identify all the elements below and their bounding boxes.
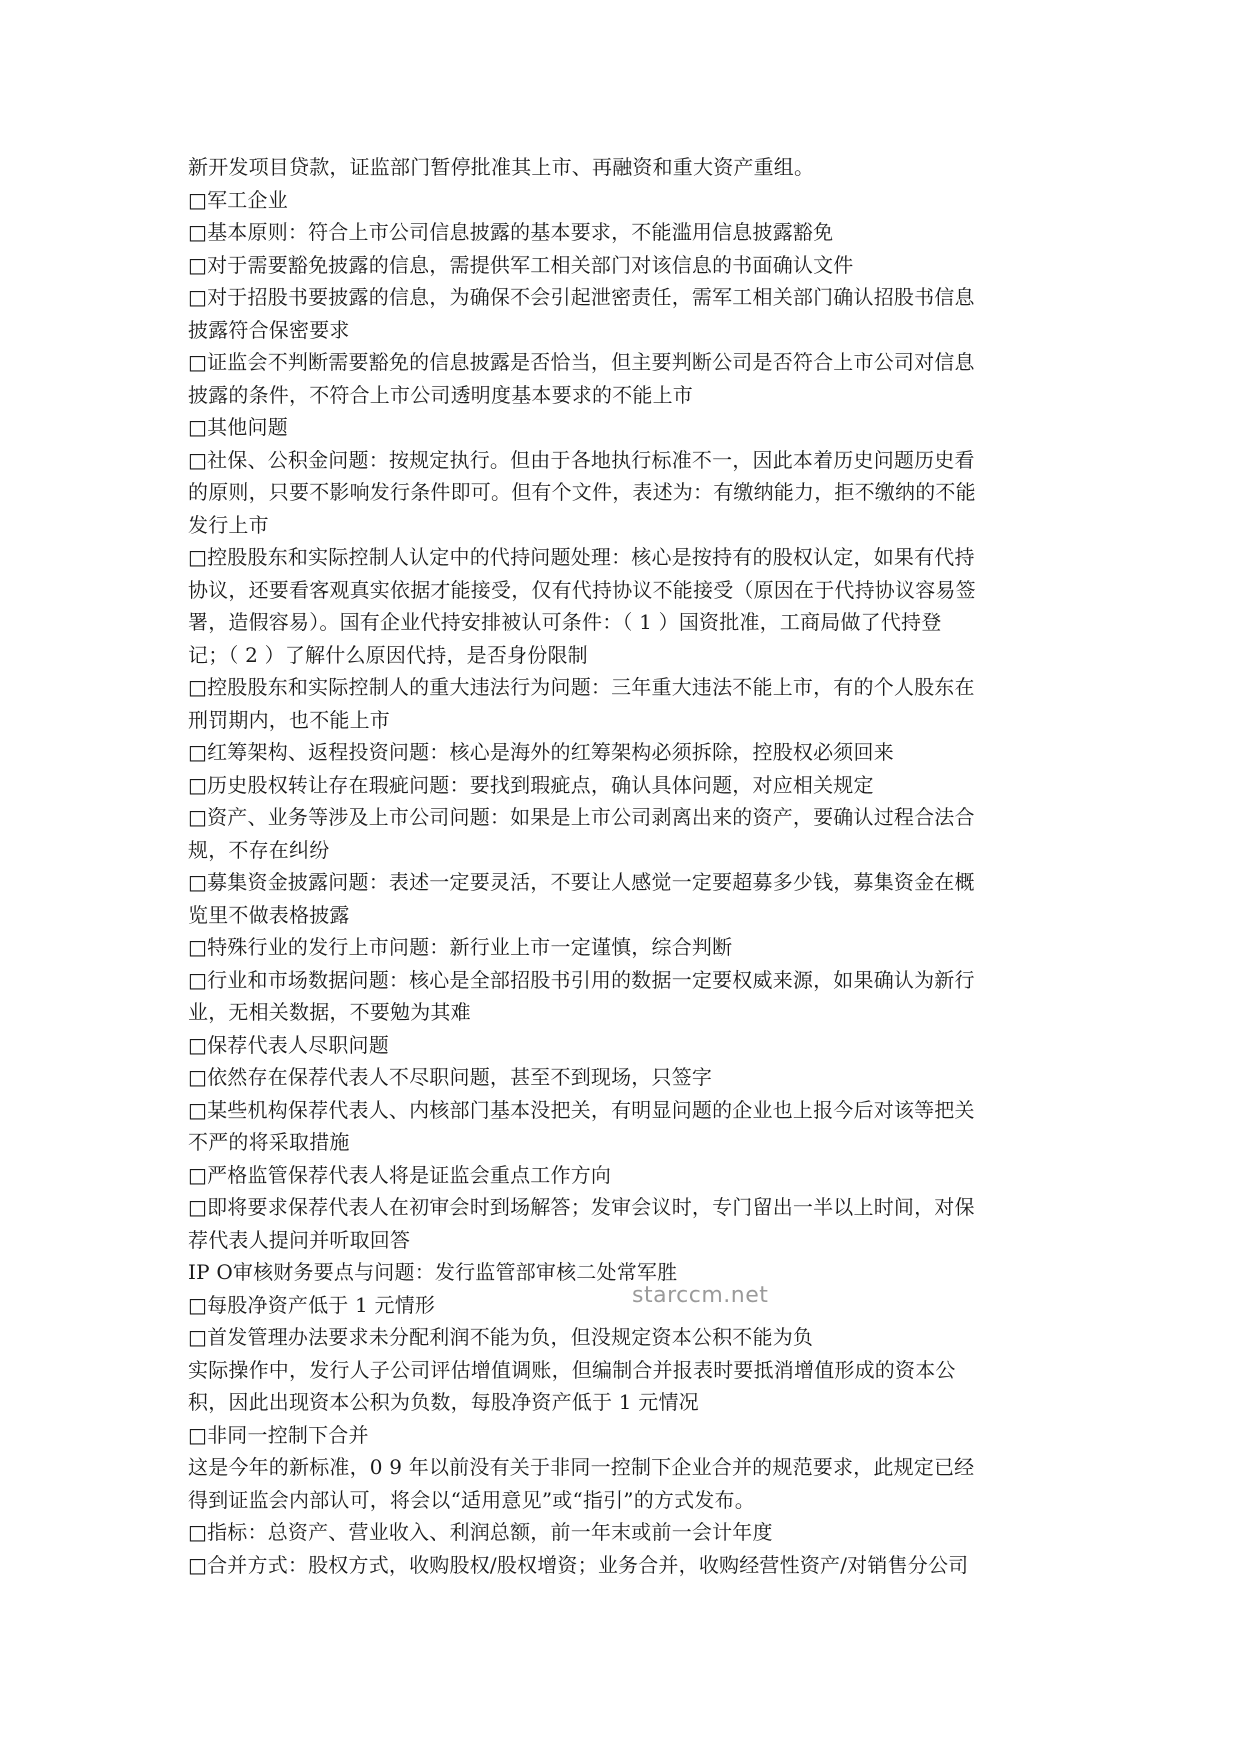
document-body: [188, 151, 1058, 1581]
text-line: □非同一控制下合并: [188, 1422, 369, 1447]
text-line: 披露的条件，不符合上市公司透明度基本要求的不能上市: [188, 382, 693, 407]
section-heading: IP O审核财务要点与问题：发行监管部审核二处常军胜: [188, 1260, 678, 1284]
text-line: □控股股东和实际控制人的重大违法行为问题：三年重大违法不能上市，有的个人股东在: [188, 675, 975, 699]
text-line: □资产、业务等涉及上市公司问题：如果是上市公司剥离出来的资产，要确认过程合法合: [188, 805, 975, 829]
text-line: □每股净资产低于 1 元情形: [188, 1292, 436, 1317]
text-line: 业，无相关数据，不要勉为其难: [188, 1000, 471, 1024]
text-line: □社保、公积金问题：按规定执行。但由于各地执行标准不一，因此本着历史问题历史看: [188, 447, 975, 472]
text-line: □某些机构保荐代表人、内核部门基本没把关，有明显问题的企业也上报今后对该等把关: [188, 1097, 975, 1122]
text-line: □证监会不判断需要豁免的信息披露是否恰当，但主要判断公司是否符合上市公司对信息: [188, 350, 975, 374]
text-line: 披露符合保密要求: [188, 317, 350, 342]
text-line: 新开发项目贷款，证监部门暂停批准其上市、再融资和重大资产重组。: [188, 155, 815, 179]
text-line: □对于招股书要披露的信息，为确保不会引起泄密责任，需军工相关部门确认招股书信息: [188, 285, 975, 309]
text-line: □依然存在保荐代表人不尽职问题，甚至不到现场，只签字: [188, 1065, 713, 1089]
watermark-text: starccm.net: [632, 1283, 769, 1308]
text-line: □行业和市场数据问题：核心是全部招股书引用的数据一定要权威来源，如果确认为新行: [188, 967, 975, 992]
text-line: 得到证监会内部认可，将会以“适用意见”或“指引”的方式发布。: [188, 1487, 755, 1512]
text-line: □首发管理办法要求未分配利润不能为负，但没规定资本公积不能为负: [188, 1325, 814, 1349]
text-line: □基本原则：符合上市公司信息披露的基本要求，不能滥用信息披露豁免: [188, 220, 834, 244]
text-line: 规，不存在纠纷: [188, 837, 330, 862]
text-line: 实际操作中，发行人子公司评估增值调账，但编制合并报表时要抵消增值形成的资本公: [188, 1357, 956, 1382]
text-line: 发行上市: [188, 512, 269, 537]
text-line: □保荐代表人尽职问题: [188, 1032, 389, 1057]
text-line: 署，造假容易）。国有企业代持安排被认可条件：（ 1 ）国资批准，工商局做了代持登: [188, 610, 942, 634]
text-line: □军工企业: [188, 187, 288, 212]
text-line: □合并方式：股权方式，收购股权/股权增资；业务合并，收购经营性资产/对销售分公司: [188, 1552, 969, 1577]
text-line: □募集资金披露问题：表述一定要灵活，不要让人感觉一定要超募多少钱，募集资金在概: [188, 870, 975, 894]
text-line: 荐代表人提问并听取回答: [188, 1227, 411, 1252]
text-line: □特殊行业的发行上市问题：新行业上市一定谨慎，综合判断: [188, 935, 733, 959]
text-line: 积，因此出现资本公积为负数，每股净资产低于 1 元情况: [188, 1390, 699, 1414]
text-line: □即将要求保荐代表人在初审会时到场解答；发审会议时，专门留出一半以上时间，对保: [188, 1195, 975, 1219]
text-line: □对于需要豁免披露的信息，需提供军工相关部门对该信息的书面确认文件: [188, 252, 854, 277]
text-line: □严格监管保荐代表人将是证监会重点工作方向: [188, 1162, 612, 1187]
text-line: 记；（ 2 ）了解什么原因代持，是否身份限制: [188, 642, 588, 667]
text-line: □指标：总资产、营业收入、利润总额，前一年末或前一会计年度: [188, 1520, 773, 1544]
text-line: □控股股东和实际控制人认定中的代持问题处理：核心是按持有的股权认定，如果有代持: [188, 545, 975, 569]
text-line: □红筹架构、返程投资问题：核心是海外的红筹架构必须拆除，控股权必须回来: [188, 740, 894, 764]
text-line: □其他问题: [188, 415, 288, 439]
text-line: 刑罚期内，也不能上市: [188, 707, 390, 732]
text-line: 的原则，只要不影响发行条件即可。但有个文件，表述为：有缴纳能力，拒不缴纳的不能: [188, 480, 976, 504]
text-line: 这是今年的新标准，0 9 年以前没有关于非同一控制下企业合并的规范要求，此规定已经: [188, 1455, 975, 1479]
text-line: 不严的将采取措施: [188, 1130, 350, 1154]
text-line: □历史股权转让存在瑕疵问题：要找到瑕疵点，确认具体问题，对应相关规定: [188, 772, 874, 797]
text-line: 览里不做表格披露: [188, 902, 350, 927]
text-line: 协议，还要看客观真实依据才能接受，仅有代持协议不能接受（原因在于代持协议容易签: [188, 577, 976, 602]
